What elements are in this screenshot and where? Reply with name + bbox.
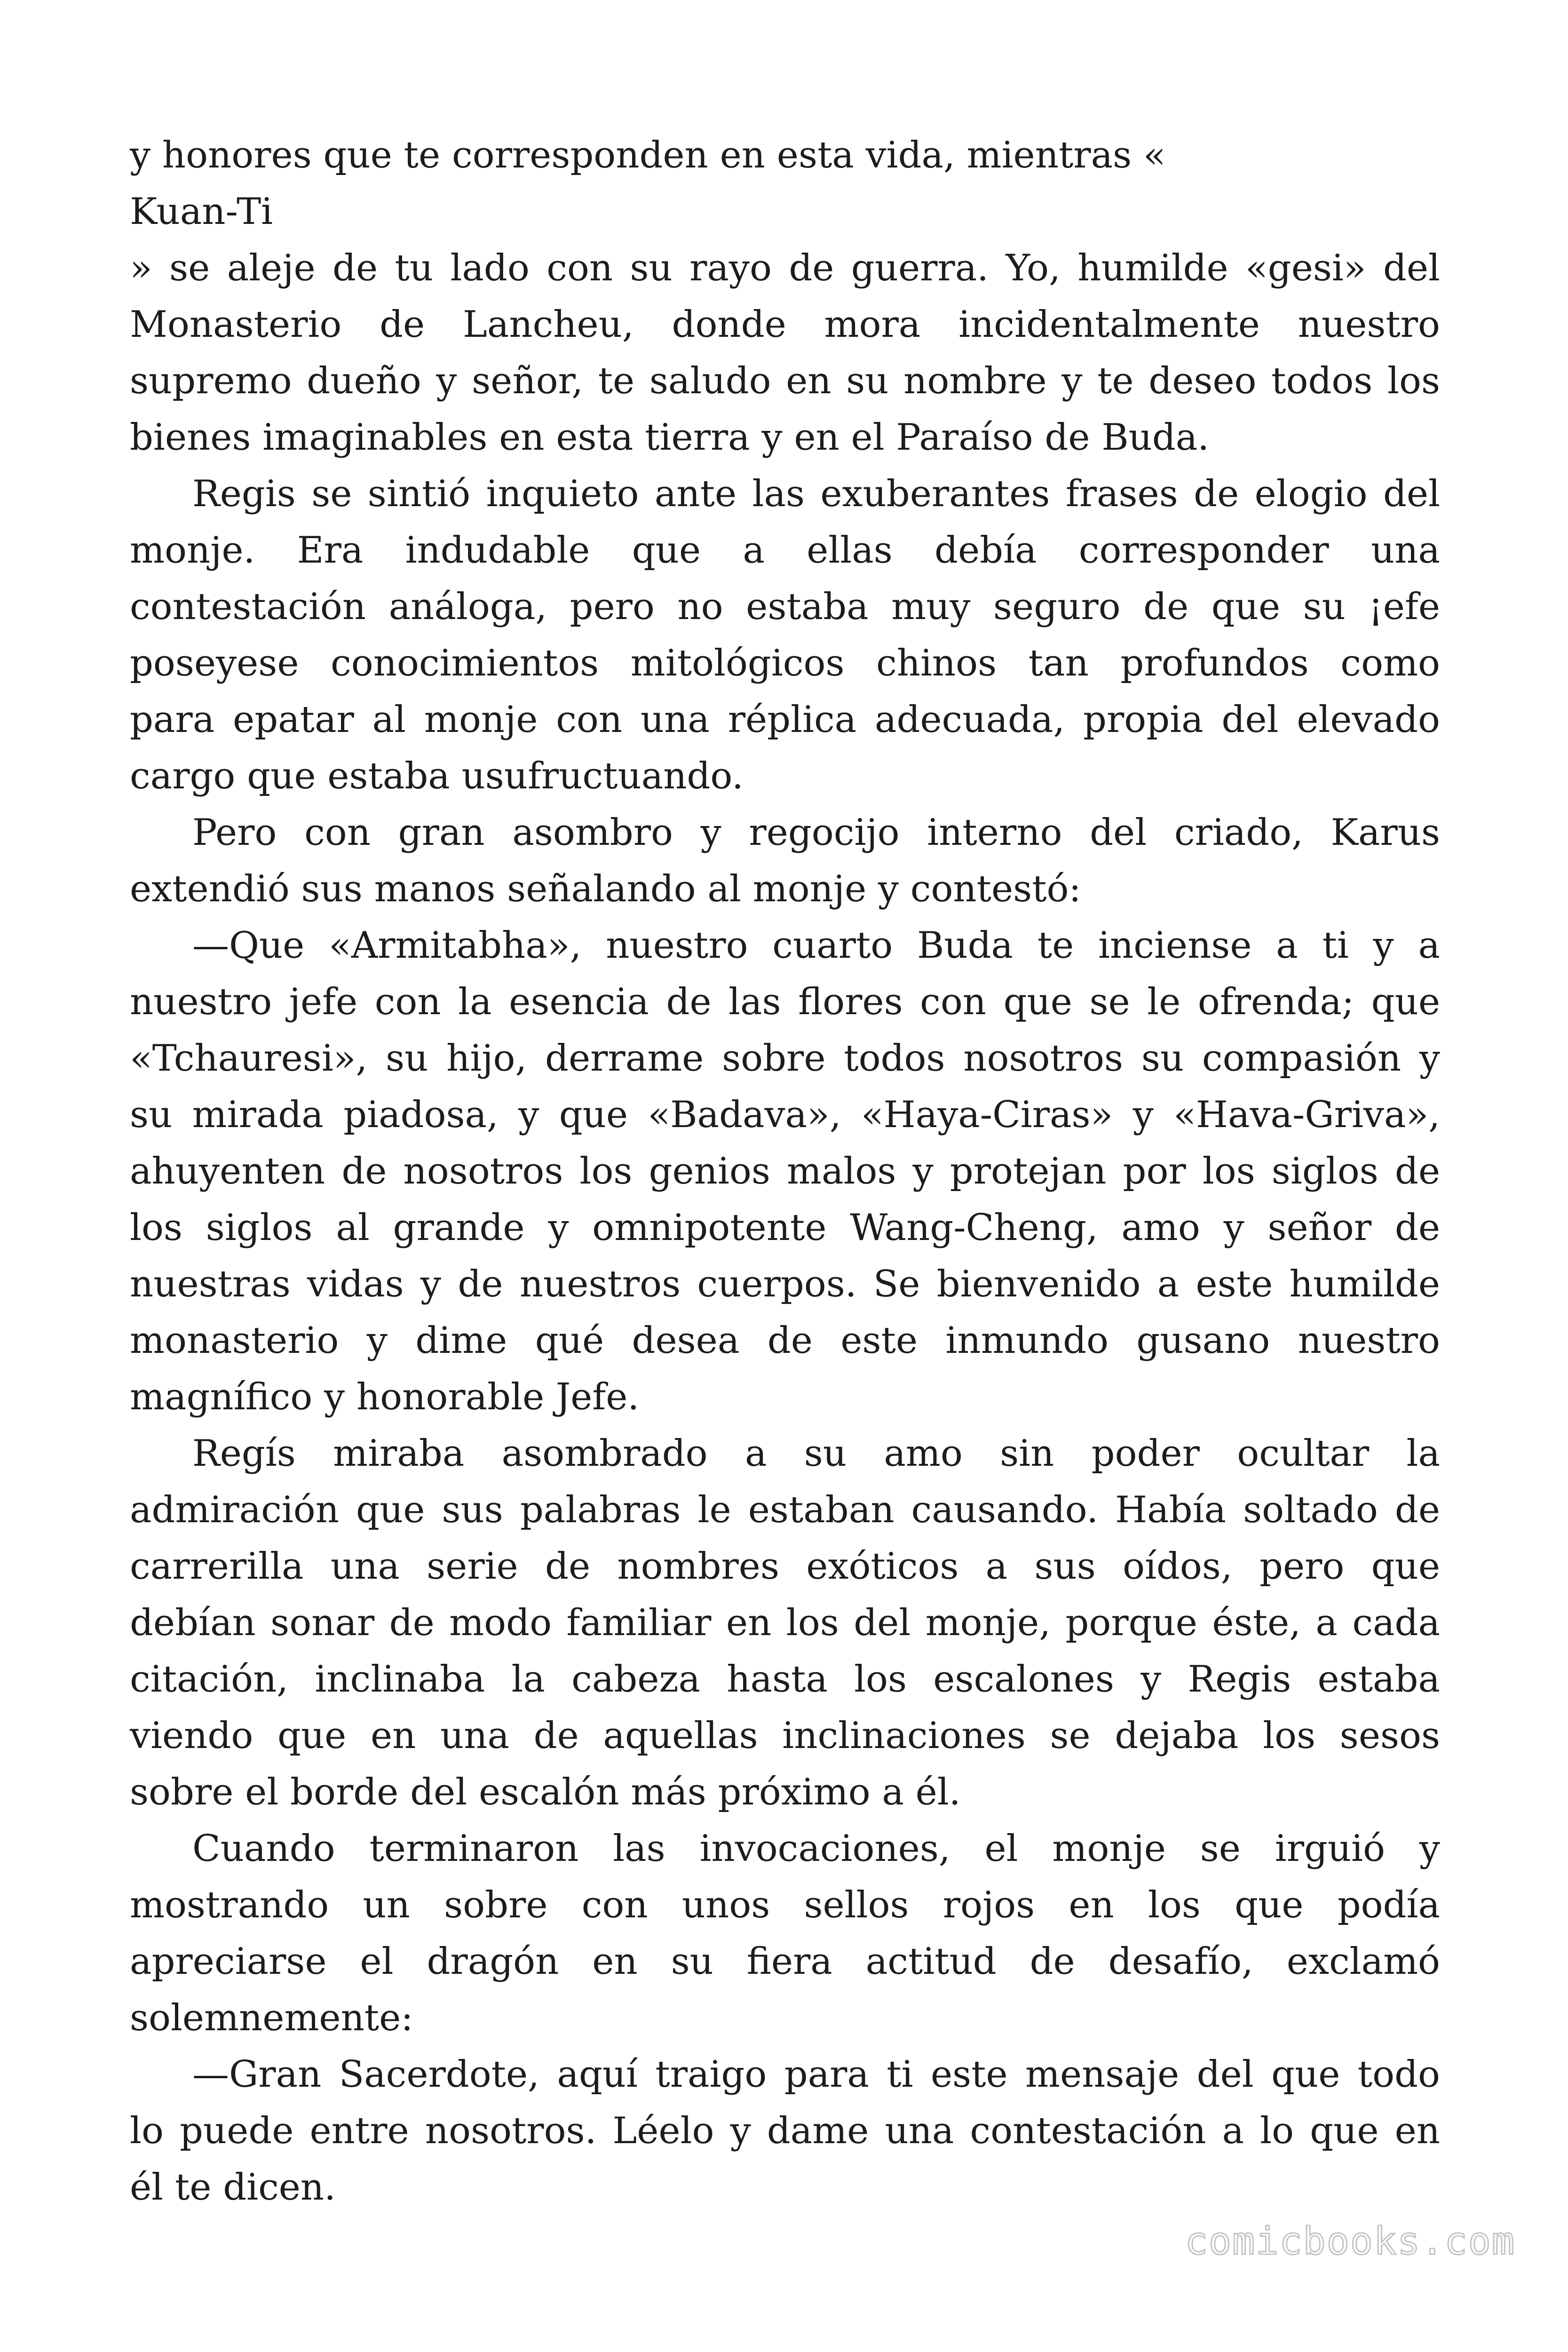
- text-line: —Gran Sacerdote, aquí traigo para ti este mensaje del que todo: [192, 2053, 1440, 2096]
- text-line: Regis se sintió inquieto ante las exuberantes frases de elogio del: [192, 473, 1440, 515]
- text-line: —Que «Armitabha», nuestro cuarto Buda te inciense a ti y a: [192, 924, 1440, 967]
- text-line: » se aleje de tu lado con su rayo de guerra. Yo, humilde «gesi» del: [130, 247, 1440, 289]
- text-line: Pero con gran asombro y regocijo interno del criado, Karus: [192, 811, 1440, 854]
- text-line: Cuando terminaron las invocaciones, el monje se irguió y: [192, 1828, 1440, 1870]
- text-line: apreciarse el dragón en su fiera actitud de desafío, exclamó: [130, 1940, 1440, 1983]
- text-line: poseyese conocimientos mitológicos chinos tan profundos como: [130, 642, 1440, 684]
- text-line: magnífico y honorable Jefe.: [130, 1376, 640, 1418]
- text-line: «Tchauresi», su hijo, derrame sobre todos nosotros su compasión y: [130, 1037, 1440, 1080]
- text-line: Regís miraba asombrado a su amo sin poder ocultar la: [192, 1432, 1440, 1475]
- text-line: solemnemente:: [130, 1997, 413, 2039]
- watermark: comicbooks.com: [1185, 2219, 1515, 2263]
- body-text: [130, 127, 1440, 2216]
- text-line: para epatar al monje con una réplica adecuada, propia del elevado: [130, 699, 1440, 741]
- text-line: extendió sus manos señalando al monje y contestó:: [130, 868, 1081, 910]
- text-line: cargo que estaba usufructuando.: [130, 755, 744, 797]
- text-line: lo puede entre nosotros. Léelo y dame una contestación a lo que en: [130, 2110, 1440, 2152]
- text-line: ahuyenten de nosotros los genios malos y protejan por los siglos de: [130, 1150, 1440, 1192]
- text-line: supremo dueño y señor, te saludo en su nombre y te deseo todos los: [130, 360, 1440, 402]
- text-line: contestación análoga, pero no estaba muy seguro de que su ¡efe: [130, 586, 1440, 628]
- text-line: admiración que sus palabras le estaban causando. Había soltado de: [130, 1489, 1440, 1531]
- text-line: su mirada piadosa, y que «Badava», «Haya-Ciras» y «Hava-Griva»,: [130, 1094, 1440, 1136]
- text-line: Kuan-Ti: [130, 191, 273, 233]
- text-line: debían sonar de modo familiar en los del monje, porque éste, a cada: [130, 1602, 1440, 1644]
- text-line: citación, inclinaba la cabeza hasta los escalones y Regis estaba: [130, 1658, 1440, 1700]
- text-line: él te dicen.: [130, 2166, 336, 2209]
- text-line: los siglos al grande y omnipotente Wang-Cheng, amo y señor de: [130, 1207, 1440, 1249]
- text-line: carrerilla una serie de nombres exóticos a sus oídos, pero que: [130, 1545, 1440, 1588]
- text-line: mostrando un sobre con unos sellos rojos en los que podía: [130, 1884, 1440, 1926]
- text-line: Monasterio de Lancheu, donde mora incidentalmente nuestro: [130, 303, 1440, 346]
- text-line: monje. Era indudable que a ellas debía corresponder una: [130, 529, 1440, 572]
- text-line: y honores que te corresponden en esta vida, mientras «: [130, 134, 1166, 176]
- text-line: monasterio y dime qué desea de este inmundo gusano nuestro: [130, 1319, 1440, 1362]
- text-line: nuestro jefe con la esencia de las flores con que se le ofrenda; que: [130, 981, 1440, 1023]
- text-line: sobre el borde del escalón más próximo a él.: [130, 1771, 961, 1813]
- text-line: viendo que en una de aquellas inclinaciones se dejaba los sesos: [130, 1715, 1440, 1757]
- text-line: nuestras vidas y de nuestros cuerpos. Se bienvenido a este humilde: [130, 1263, 1440, 1305]
- text-line: bienes imaginables en esta tierra y en el Paraíso de Buda.: [130, 416, 1210, 459]
